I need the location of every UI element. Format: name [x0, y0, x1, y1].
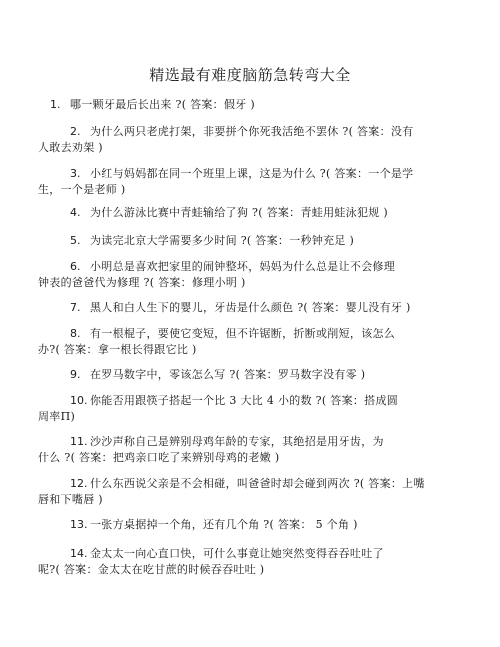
riddle-first-line	[38, 97, 438, 113]
riddle-text: 小红与妈妈都在同一个班里上课，这是为什么 ?( 答案：一个是学	[90, 167, 414, 180]
riddle-number: 12.	[70, 477, 88, 490]
riddle-text: 金太太一向心直口快，可什么事竟让她突然变得吞吞吐吐了	[90, 547, 384, 560]
riddle-text: 呢?( 答案：金太太在吃甘蔗的时候吞吞吐吐 )	[38, 563, 265, 576]
riddle-number: 7.	[70, 301, 81, 314]
riddle-first-line	[38, 259, 438, 275]
riddle-text: 沙沙声称自己是辨别母鸡年龄的专家，其绝招是用牙齿，为	[90, 435, 384, 448]
riddle-continuation-line	[38, 275, 438, 291]
riddle-item	[62, 233, 438, 249]
riddle-number: 3.	[70, 167, 81, 180]
riddle-first-line	[38, 393, 438, 409]
document-title: 精选最有难度脑筋急转弯大全	[149, 66, 351, 84]
riddle-text: 什么东西说父亲是不会相碰，叫爸爸时却会碰到两次 ?( 答案：上嘴	[90, 477, 425, 490]
riddle-number: 11.	[70, 435, 88, 448]
riddle-continuation-line	[38, 450, 438, 466]
riddle-item	[38, 166, 438, 198]
riddle-first-line	[38, 166, 438, 182]
riddle-first-line	[38, 233, 438, 249]
riddle-text: 一张方桌据掉一个角，还有几个角 ?( 答案： 5 个角 )	[90, 518, 358, 531]
riddle-item	[38, 393, 438, 425]
riddle-item	[62, 517, 438, 533]
riddle-item	[38, 259, 438, 291]
riddle-number: 1.	[50, 98, 61, 111]
riddle-number: 9.	[70, 368, 81, 381]
riddle-item	[38, 124, 438, 156]
riddle-continuation-line	[38, 562, 438, 578]
riddle-text: 为什么两只老虎打架，非要拼个你死我活绝不罢休 ?( 答案：没有	[90, 125, 414, 138]
riddle-item	[38, 434, 438, 466]
riddle-first-line	[38, 326, 438, 342]
riddle-text: 办?( 答案：拿一根长得跟它比 )	[38, 343, 197, 356]
riddle-number: 2.	[70, 125, 81, 138]
riddle-text: 哪一颗牙最后长出来 ?( 答案：假牙 )	[70, 98, 255, 111]
riddle-first-line	[38, 546, 438, 562]
riddle-item	[62, 300, 438, 316]
riddle-first-line	[38, 205, 438, 221]
riddle-text: 人敢去劝架 )	[38, 141, 103, 154]
riddle-item	[50, 97, 438, 113]
riddle-text: 为什么游泳比赛中青蛙输给了狗 ?( 答案：青蛙用蛙泳犯规 )	[90, 206, 388, 219]
riddle-continuation-line	[38, 342, 438, 358]
riddle-item	[38, 546, 438, 578]
riddle-first-line	[38, 434, 438, 450]
riddle-continuation-line	[38, 492, 438, 508]
riddle-number: 14.	[70, 547, 88, 560]
riddle-first-line	[38, 300, 438, 316]
riddle-text: 在罗马数字中，零该怎么写 ?( 答案：罗马数字没有零 )	[90, 368, 366, 381]
riddle-first-line	[38, 517, 438, 533]
riddle-number: 8.	[70, 327, 81, 340]
riddle-continuation-line	[38, 140, 438, 156]
riddle-number: 13.	[70, 518, 88, 531]
riddle-text: 小明总是喜欢把家里的闹钟整坏，妈妈为什么总是让不会修理	[90, 260, 396, 273]
riddle-text: 黑人和白人生下的婴儿，牙齿是什么颜色 ?( 答案：婴儿没有牙 )	[90, 301, 411, 314]
riddle-text: 你能否用跟筷子搭起一个比 3 大比 4 小的数 ?( 答案：搭成圆	[90, 394, 399, 407]
riddle-text: 周率Π)	[38, 410, 76, 423]
riddle-text: 生，一个是老师 )	[38, 183, 126, 196]
riddle-item	[38, 476, 438, 508]
riddle-number: 4.	[70, 206, 81, 219]
riddle-text: 什么 ?( 答案：把鸡亲口吃了来辨别母鸡的老嫩 )	[38, 451, 280, 464]
riddle-item	[62, 367, 438, 383]
riddle-text: 钟表的爸爸代为修理 ?( 答案：修理小明 )	[38, 276, 246, 289]
riddle-text: 有一根棍子，要使它变短，但不许锯断，折断或削短，该怎么	[90, 327, 396, 340]
riddle-first-line	[38, 476, 438, 492]
riddle-continuation-line	[38, 182, 438, 198]
riddle-first-line	[38, 124, 438, 140]
riddle-number: 10.	[70, 394, 88, 407]
riddle-text: 唇和下嘴唇 )	[38, 493, 103, 506]
riddle-continuation-line	[38, 409, 438, 425]
riddle-text: 为读完北京大学需要多少时间 ?( 答案：一秒钟充足 )	[90, 234, 355, 247]
riddle-number: 6.	[70, 260, 81, 273]
riddle-first-line	[38, 367, 438, 383]
riddle-number: 5.	[70, 234, 81, 247]
riddle-item	[38, 326, 438, 358]
riddle-item	[62, 205, 438, 221]
